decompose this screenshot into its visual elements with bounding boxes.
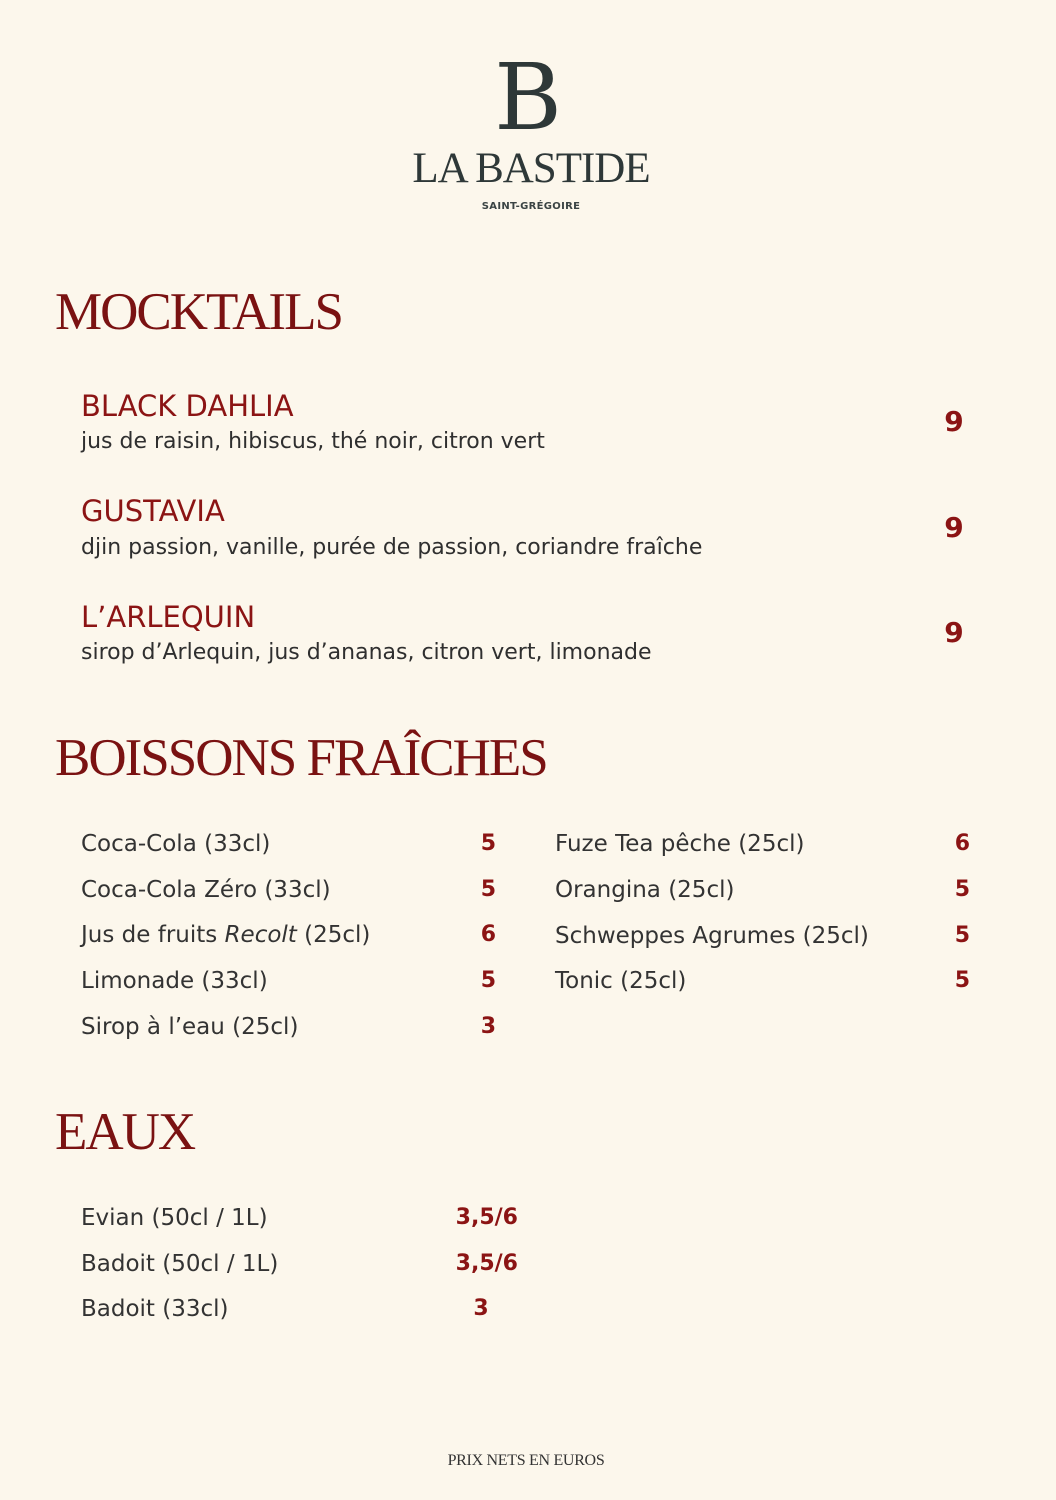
drink-price: 5 (480, 877, 496, 902)
mocktail-price: 9 (944, 405, 964, 438)
drink-name: Limonade (33cl) (81, 968, 268, 994)
drink-name: Tonic (25cl) (555, 968, 687, 994)
drink-price: 5 (954, 968, 970, 993)
drink-name: Sirop à l’eau (25cl) (81, 1014, 299, 1040)
brand-name: Recolt (224, 922, 297, 948)
drink-name: Coca-Cola Zéro (33cl) (81, 877, 331, 903)
water-name: Badoit (33cl) (81, 1296, 229, 1322)
water-price: 3 (473, 1296, 489, 1321)
logo-letter: B (494, 44, 562, 151)
section-title-mocktails: MOCKTAILS (55, 283, 342, 341)
drink-price: 5 (480, 831, 496, 856)
logo-location: SAINT-GRÉGOIRE (481, 201, 581, 212)
drink-price: 6 (480, 922, 496, 947)
drink-price: 6 (954, 831, 970, 856)
drink-price: 3 (480, 1014, 496, 1039)
water-price: 3,5/6 (455, 1251, 518, 1276)
drink-name: Fuze Tea pêche (25cl) (555, 831, 805, 857)
water-name: Badoit (50cl / 1L) (81, 1251, 279, 1277)
drink-name-prefix: Jus de fruits (81, 922, 225, 948)
mocktail-name: GUSTAVIA (81, 494, 225, 528)
mocktail-description: djin passion, vanille, purée de passion, coriandre fraîche (81, 535, 703, 560)
drink-price: 5 (480, 968, 496, 993)
drink-price: 5 (954, 923, 970, 948)
footer-note: PRIX NETS EN EUROS (447, 1452, 605, 1469)
mocktail-price: 9 (944, 616, 964, 649)
section-title-soft-drinks: BOISSONS FRAÎCHES (55, 729, 547, 787)
mocktail-price: 9 (944, 511, 964, 544)
section-title-waters: EAUX (55, 1103, 195, 1161)
water-name: Evian (50cl / 1L) (81, 1205, 268, 1231)
drink-price: 5 (954, 877, 970, 902)
mocktail-name: BLACK DAHLIA (81, 389, 294, 423)
mocktail-name: L’ARLEQUIN (81, 600, 256, 634)
mocktail-description: sirop d’Arlequin, jus d’ananas, citron vert, limonade (81, 640, 652, 665)
drink-name: Orangina (25cl) (555, 877, 735, 903)
water-price: 3,5/6 (455, 1205, 518, 1230)
drink-name-suffix: (25cl) (296, 922, 371, 948)
mocktail-description: jus de raisin, hibiscus, thé noir, citron vert (81, 429, 545, 454)
drink-name (81, 920, 370, 950)
drink-name: Coca-Cola (33cl) (81, 831, 271, 857)
drink-name: Schweppes Agrumes (25cl) (555, 923, 869, 949)
logo-name: LA BASTIDE (412, 145, 650, 192)
